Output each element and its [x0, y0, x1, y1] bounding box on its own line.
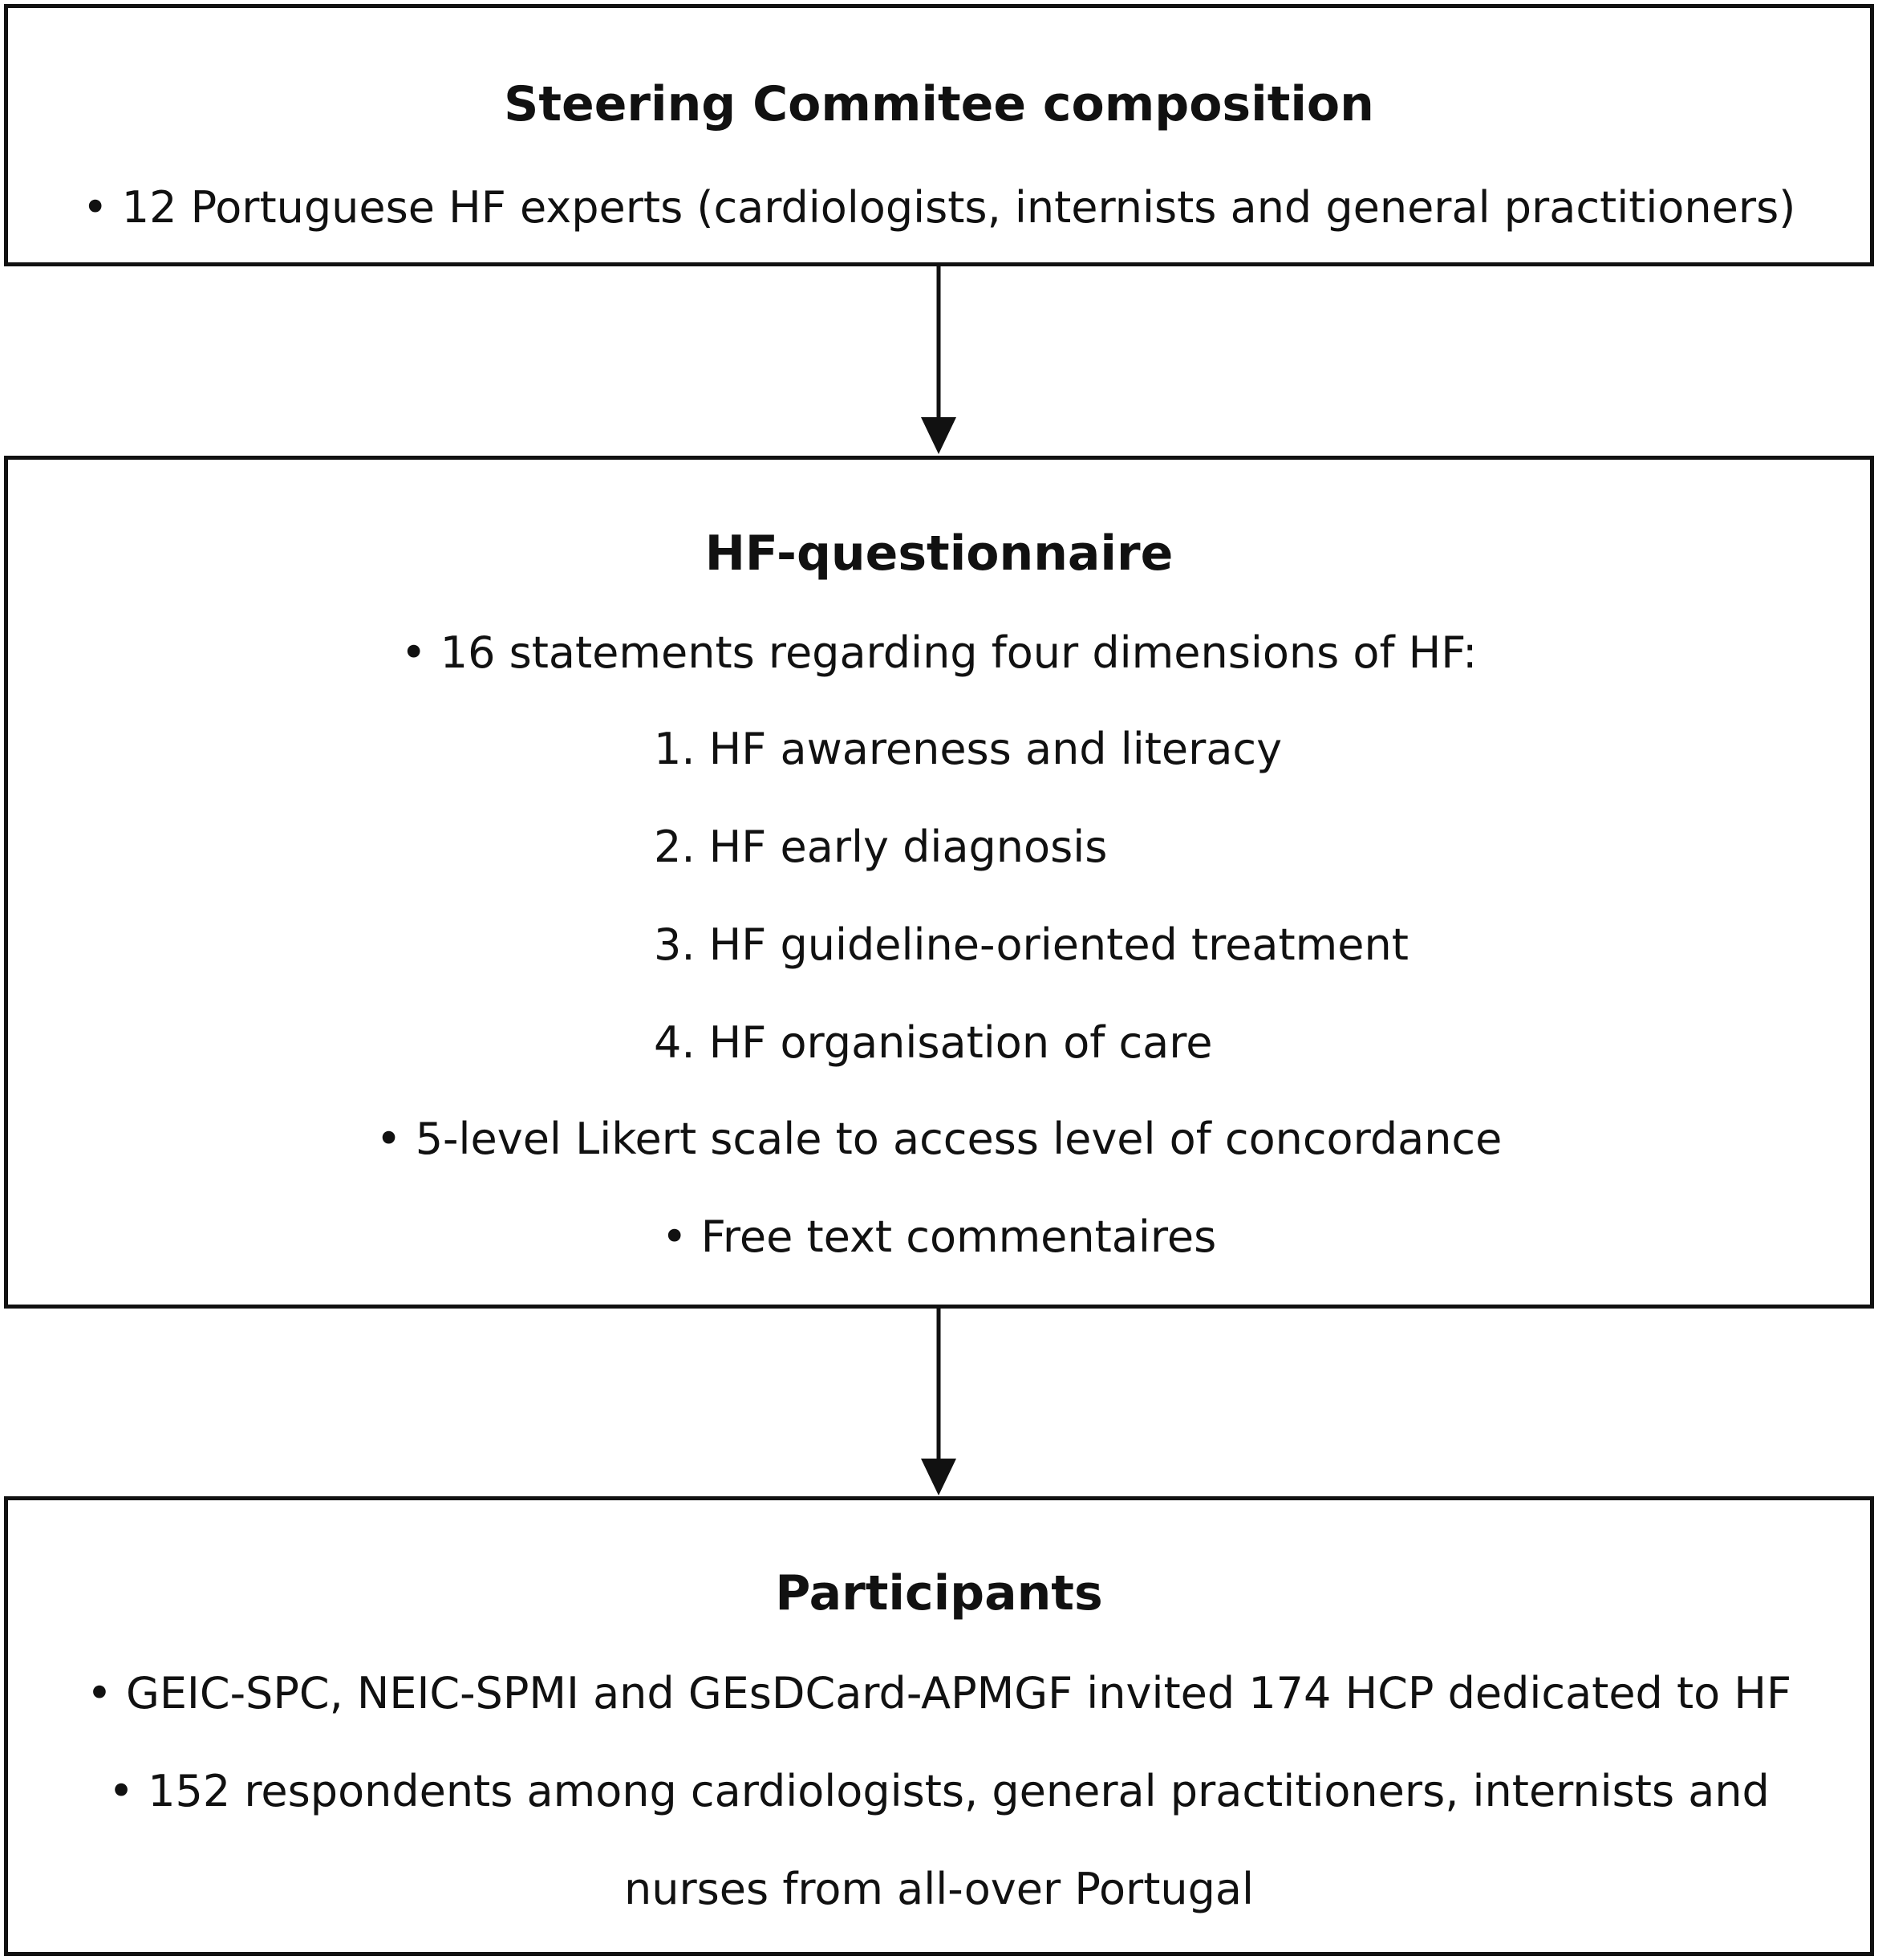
participants-item-continuation: nurses from all-over Portugal [624, 1864, 1254, 1914]
steering-committee-box [4, 4, 1874, 266]
questionnaire-box [4, 456, 1874, 1309]
participants-box [4, 1496, 1874, 1956]
arrow-steering-to-questionnaire [921, 266, 956, 454]
dimension-item: 2. HF early diagnosis [654, 822, 1108, 872]
participants-item: • 152 respondents among cardiologists, general practitioners, internists and [8, 1765, 1870, 1818]
participants-item: • GEIC-SPC, NEIC-SPMI and GEsDCard-APMGF invited 174 HCP dedicated to HF [8, 1667, 1870, 1720]
steering-committee-title: Steering Commitee composition [504, 76, 1374, 132]
participants-title: Participants [775, 1565, 1103, 1621]
arrow-questionnaire-to-participants [921, 1309, 956, 1495]
dimension-item: 1. HF awareness and literacy [654, 724, 1283, 774]
questionnaire-item: • 5-level Likert scale to access level of concordance [8, 1113, 1870, 1166]
steering-committee-item: • 12 Portuguese HF experts (cardiologists, internists and general practitioners) [8, 181, 1870, 234]
questionnaire-item: • Free text commentaires [8, 1211, 1870, 1264]
questionnaire-intro: • 16 statements regarding four dimensions of HF: [8, 627, 1870, 680]
dimension-item: 3. HF guideline-oriented treatment [654, 919, 1409, 970]
questionnaire-title: HF-questionnaire [704, 526, 1174, 582]
dimension-item: 4. HF organisation of care [654, 1017, 1213, 1068]
